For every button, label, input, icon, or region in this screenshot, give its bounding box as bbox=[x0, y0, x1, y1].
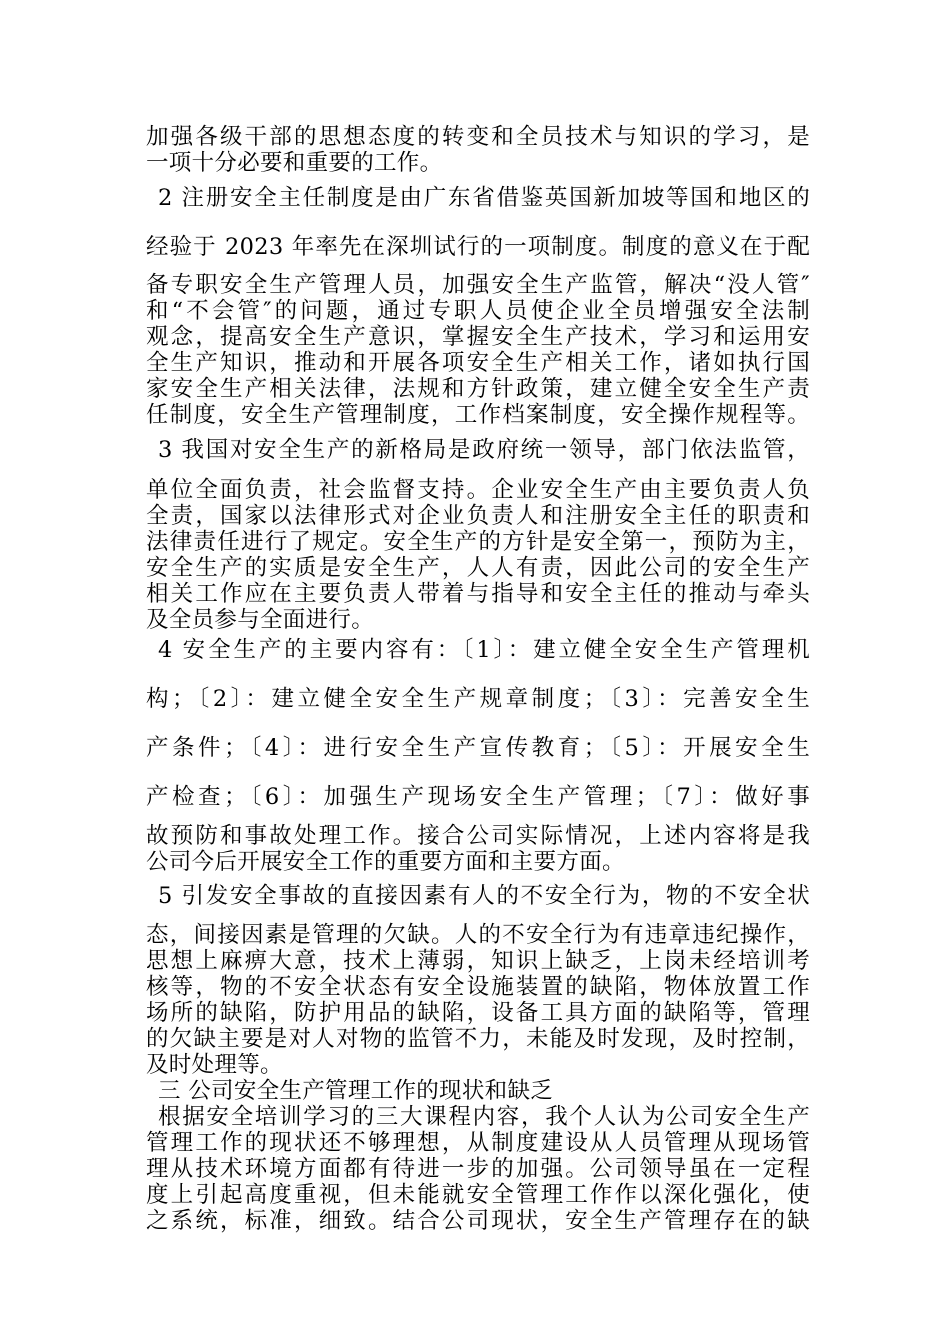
text-line: 管理工作的现状还不够理想，从制度建设从人员管理从现场管 bbox=[146, 1130, 810, 1156]
text-line: 全生产知识，推动和开展各项安全生产相关工作，诸如执行国 bbox=[146, 350, 810, 376]
text-line: 经验于 2023 年率先在深圳试行的一项制度。制度的意义在于配 bbox=[146, 234, 810, 260]
text-line: 家安全生产相关法律，法规和方针政策，建立健全安全生产责 bbox=[146, 376, 810, 402]
text-line: 安全生产的实质是安全生产，人人有责，因此公司的安全生产 bbox=[146, 555, 810, 581]
text-line: 之系统，标准，细致。结合公司现状，安全生产管理存在的缺 bbox=[146, 1208, 810, 1234]
text-line: 理从技术环境方面都有待进一步的加强。公司领导虽在一定程 bbox=[146, 1156, 810, 1182]
text-line: 及时处理等。 bbox=[146, 1052, 283, 1078]
text-line: 观念，提高安全生产意识，掌握安全生产技术，学习和运用安 bbox=[146, 324, 810, 350]
text-line: 态，间接因素是管理的欠缺。人的不安全行为有违章违纪操作， bbox=[146, 922, 810, 948]
text-line: 思想上麻痹大意，技术上薄弱，知识上缺乏，上岗未经培训考 bbox=[146, 948, 810, 974]
text-line: 5 引发安全事故的直接因素有人的不安全行为，物的不安全状 bbox=[158, 883, 810, 909]
text-line: 相关工作应在主要负责人带着与指导和安全主任的推动与牵头 bbox=[146, 581, 810, 607]
text-line: 度上引起高度重视，但未能就安全管理工作作以深化强化，使 bbox=[146, 1182, 810, 1208]
text-line: 一项十分必要和重要的工作。 bbox=[146, 150, 443, 176]
text-line: 任制度，安全生产管理制度，工作档案制度，安全操作规程等。 bbox=[146, 402, 810, 428]
text-line: 2 注册安全主任制度是由广东省借鉴英国新加坡等国和地区的 bbox=[158, 185, 810, 211]
text-line: 单位全面负责，社会监督支持。企业安全生产由主要负责人负 bbox=[146, 477, 810, 503]
text-line: 构；〔2〕：建立健全安全生产规章制度；〔3〕：完善安全生 bbox=[146, 686, 810, 712]
section-heading: 三 公司安全生产管理工作的现状和缺乏 bbox=[158, 1078, 554, 1104]
text-line: 4 安全生产的主要内容有：〔1〕：建立健全安全生产管理机 bbox=[158, 637, 810, 663]
text-line: 故预防和事故处理工作。接合公司实际情况，上述内容将是我 bbox=[146, 823, 810, 849]
text-line: 场所的缺陷，防护用品的缺陷，设备工具方面的缺陷等，管理 bbox=[146, 1000, 810, 1026]
text-line: 法律责任进行了规定。安全生产的方针是安全第一，预防为主， bbox=[146, 529, 810, 555]
text-line: 核等，物的不安全状态有安全设施装置的缺陷，物体放置工作 bbox=[146, 974, 810, 1000]
text-line: 全责，国家以法律形式对企业负责人和注册安全主任的职责和 bbox=[146, 503, 810, 529]
text-line: 备专职安全生产管理人员，加强安全生产监管，解决“没人管″ bbox=[146, 272, 810, 298]
text-line: 产检查；〔6〕：加强生产现场安全生产管理；〔7〕：做好事 bbox=[146, 784, 810, 810]
text-line: 3 我国对安全生产的新格局是政府统一领导，部门依法监管， bbox=[158, 437, 810, 463]
text-line: 加强各级干部的思想态度的转变和全员技术与知识的学习，是 bbox=[146, 124, 810, 150]
text-line: 公司今后开展安全工作的重要方面和主要方面。 bbox=[146, 849, 625, 875]
text-line: 及全员参与全面进行。 bbox=[146, 607, 375, 633]
text-line: 和“不会管″的问题，通过专职人员使企业全员增强安全法制 bbox=[146, 298, 810, 324]
text-line: 根据安全培训学习的三大课程内容，我个人认为公司安全生产 bbox=[158, 1104, 810, 1130]
text-line: 产条件；〔4〕：进行安全生产宣传教育；〔5〕：开展安全生 bbox=[146, 735, 810, 761]
text-line: 的欠缺主要是对人对物的监管不力，未能及时发现，及时控制， bbox=[146, 1026, 810, 1052]
